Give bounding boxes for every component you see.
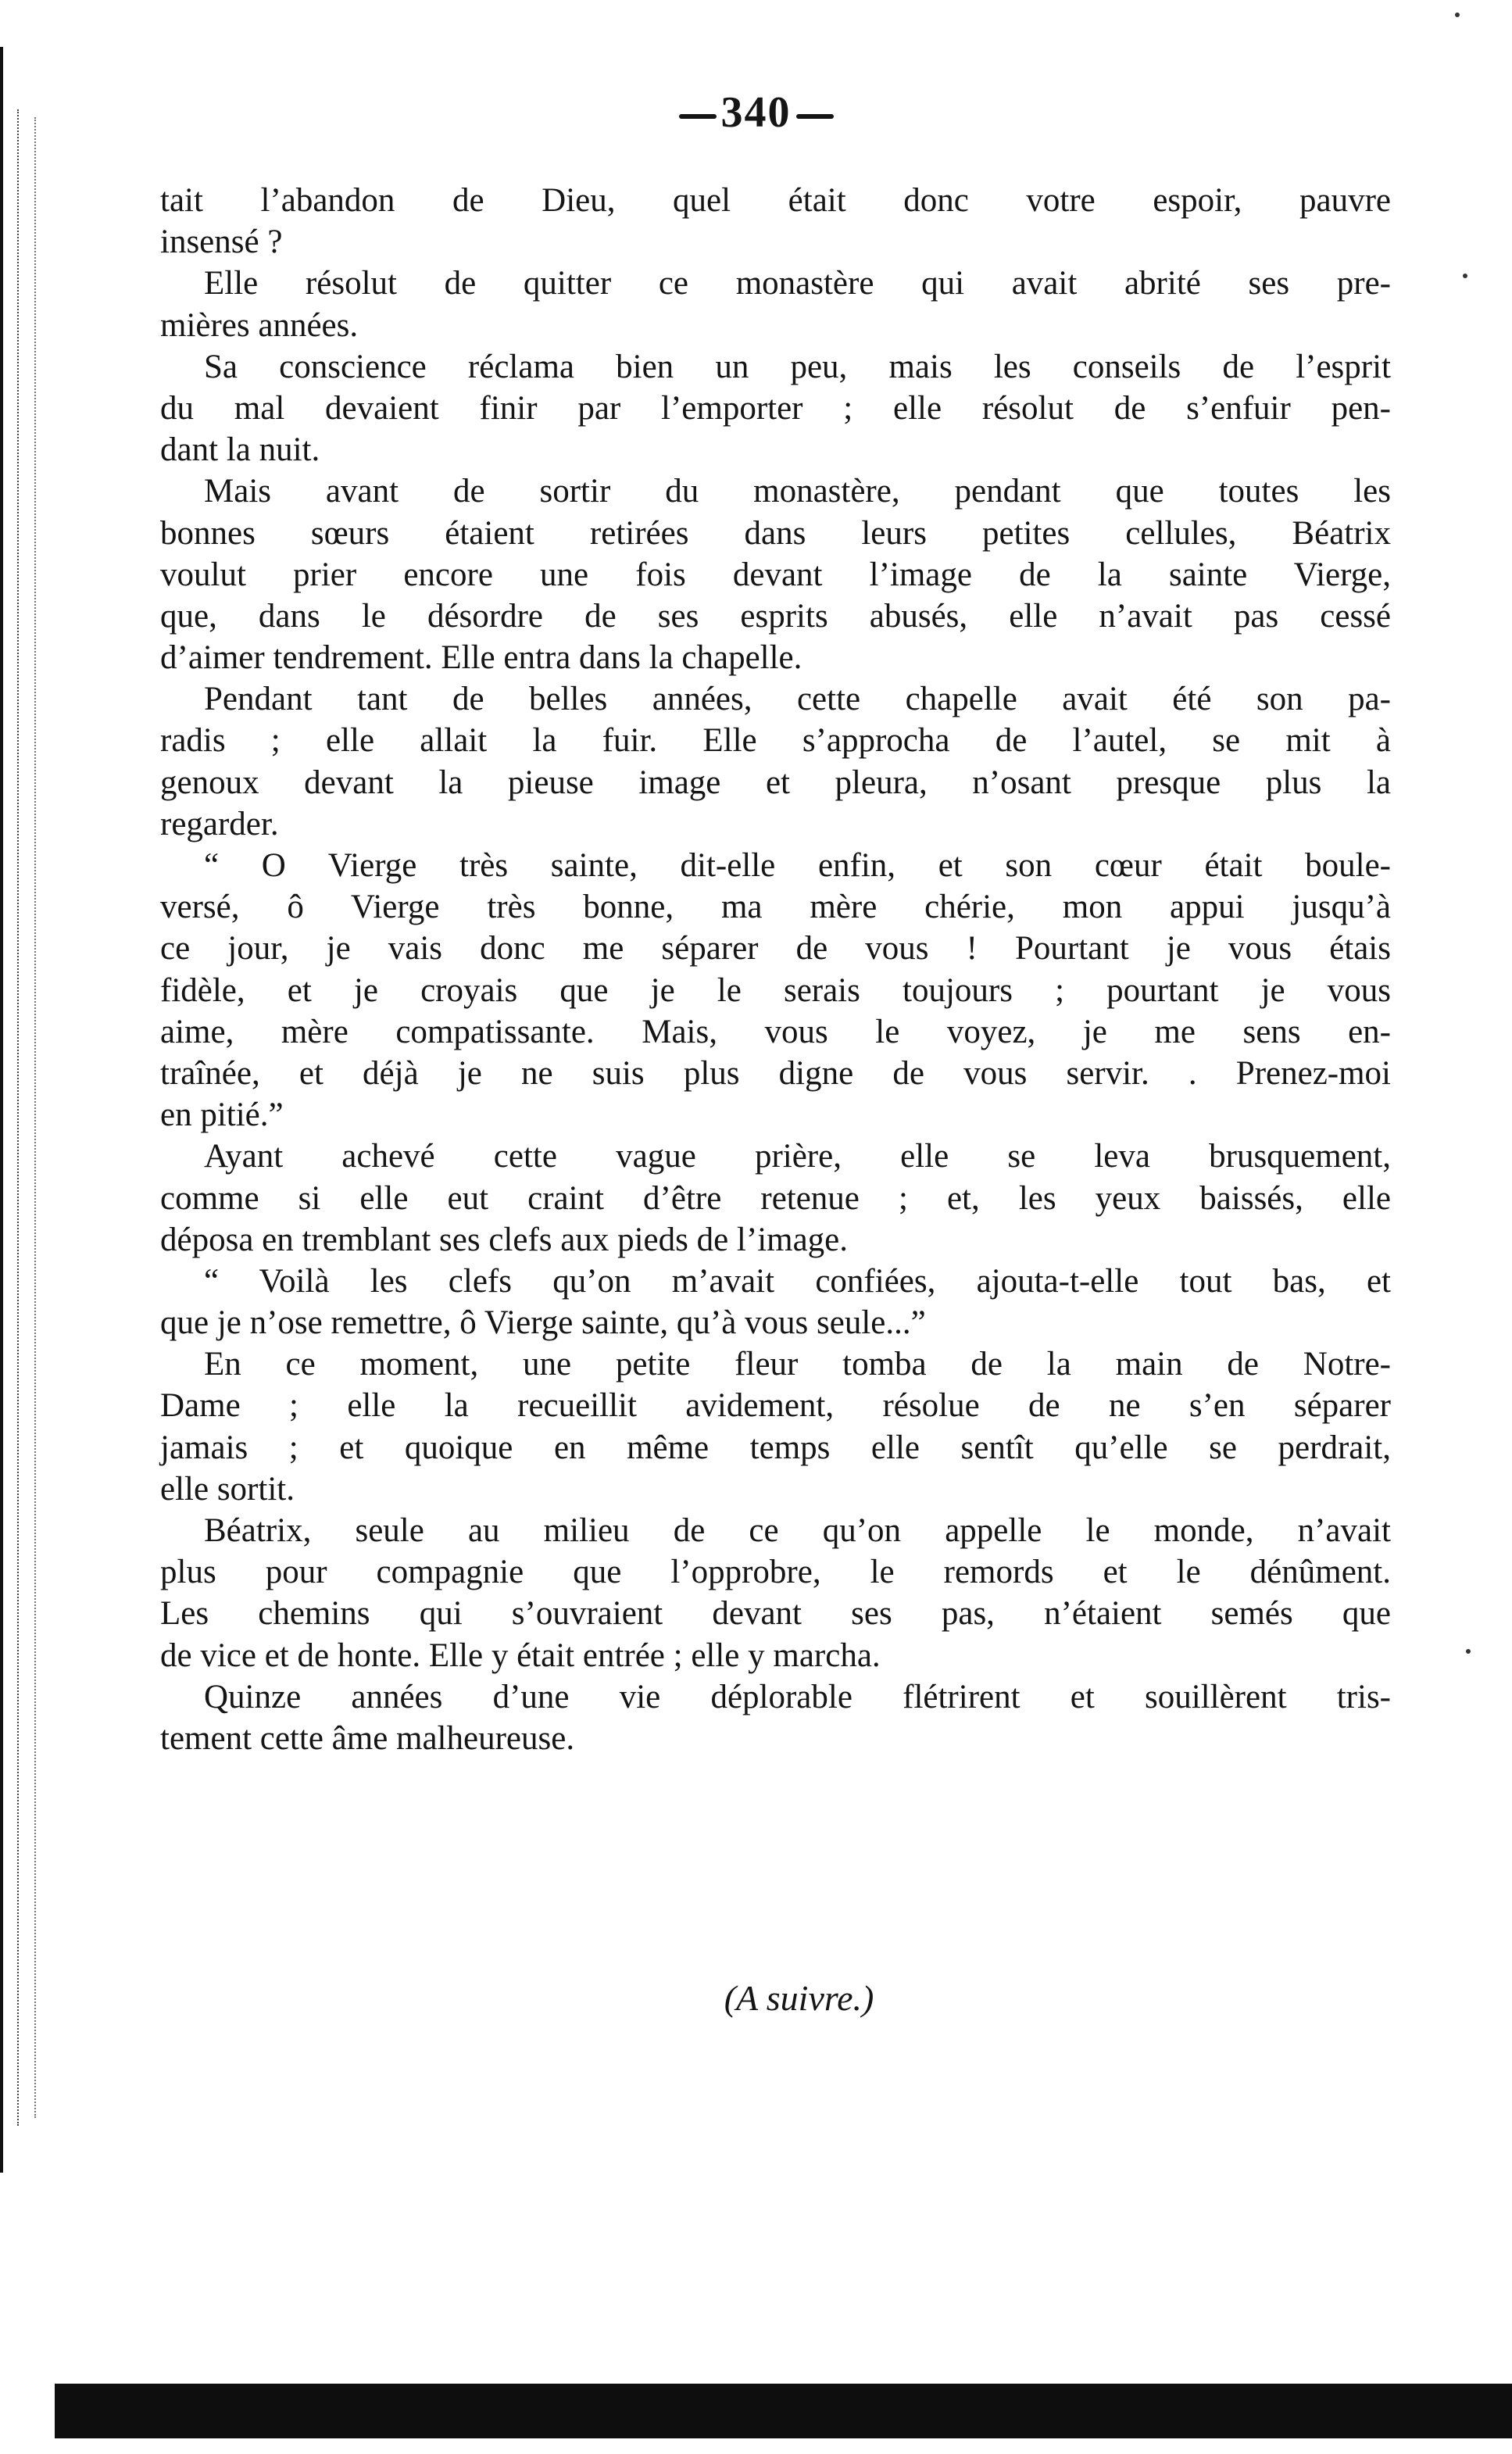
page-number [0,88,1512,138]
scan-speck [1463,274,1467,278]
scan-speck [1466,1649,1471,1654]
text-line: déposa en tremblant ses clefs aux pieds de l’image. [160,1221,849,1258]
text-line: d’aimer tendrement. Elle entra dans la chapelle. [160,639,802,677]
text-line: tement cette âme malheureuse. [160,1719,575,1757]
text-line: genoux devant la pieuse image et pleura, n’osant presque plus la [160,764,1391,801]
text-line: Elle résolut de quitter ce monastère qui avait abrité ses pre- [204,265,1391,302]
text-line: aime, mère compatissante. Mais, vous le voyez, je me sens en- [160,1013,1391,1050]
text-line: plus pour compagnie que l’opprobre, le remords et le dénûment. [160,1554,1391,1591]
text-line: Ayant achevé cette vague prière, elle se leva brusquement, [204,1138,1391,1175]
text-line: Dame ; elle la recueillit avidement, résolue de ne s’en séparer [160,1387,1391,1425]
text-line: traînée, et déjà je ne suis plus digne de vous servir. . Prenez-moi [160,1054,1391,1092]
text-line: dant la nuit. [160,431,320,469]
ornament-dash-right [796,114,834,119]
text-line: en pitié.” [160,1096,284,1134]
page-bottom-edge [55,2384,1512,2438]
body-text [160,180,1391,1759]
text-line: “ Voilà les clefs qu’on m’avait confiées, ajouta-t-elle tout bas, et [204,1262,1391,1300]
text-line: Quinze années d’une vie déplorable flétrirent et souillèrent tris- [204,1678,1391,1715]
text-line: “ O Vierge très sainte, dit-elle enfin, et son cœur était boule- [204,847,1391,884]
text-line: jamais ; et quoique en même temps elle sentît qu’elle se perdrait, [160,1429,1391,1466]
text-line: ce jour, je vais donc me séparer de vous ! Pourtant je vous étais [160,930,1391,968]
page-gutter-dots-inner [34,117,36,2118]
text-line: Mais avant de sortir du monastère, pendant que toutes les [204,473,1391,510]
text-line: En ce moment, une petite fleur tomba de la main de Notre- [204,1346,1391,1383]
text-line: comme si elle eut craint d’être retenue ; et, les yeux baissés, elle [160,1179,1391,1217]
text-line: Les chemins qui s’ouvraient devant ses pas, n’étaient semés que [160,1595,1391,1633]
text-line: que je n’ose remettre, ô Vierge sainte, qu’à vous seule...” [160,1304,926,1342]
text-line: mières années. [160,306,359,344]
page-gutter-dots [17,109,19,2126]
text-line: du mal devaient finir par l’emporter ; elle résolut de s’enfuir pen- [160,389,1391,427]
text-line: radis ; elle allait la fuir. Elle s’approcha de l’autel, se mit à [160,722,1391,760]
text-line: que, dans le désordre de ses esprits abusés, elle n’avait pas cessé [160,597,1391,635]
scan-speck [1455,13,1460,17]
text-line: regarder. [160,805,279,842]
page-gutter-edge [0,47,14,2173]
text-line: tait l’abandon de Dieu, quel était donc votre espoir, pauvre [160,182,1391,219]
text-line: fidèle, et je croyais que je le serais toujours ; pourtant je vous [160,971,1391,1009]
text-line: Béatrix, seule au milieu de ce qu’on appelle le monde, n’avait [204,1512,1391,1549]
text-line: insensé ? [160,224,283,261]
text-line: versé, ô Vierge très bonne, ma mère chérie, mon appui jusqu’à [160,889,1391,926]
text-line: voulut prier encore une fois devant l’image de la sainte Vierge, [160,556,1391,593]
ornament-dash-left [679,114,717,119]
to-be-continued-note: (A suivre.) [724,1978,874,2018]
text-line: de vice et de honte. Elle y était entrée ; elle y marcha. [160,1637,881,1674]
page-number-text: 340 [720,88,792,137]
text-line: Pendant tant de belles années, cette chapelle avait été son pa- [204,681,1391,718]
text-line: bonnes sœurs étaient retirées dans leurs petites cellules, Béatrix [160,514,1391,552]
text-line: Sa conscience réclama bien un peu, mais les conseils de l’esprit [204,348,1391,385]
text-line: elle sortit. [160,1470,295,1508]
